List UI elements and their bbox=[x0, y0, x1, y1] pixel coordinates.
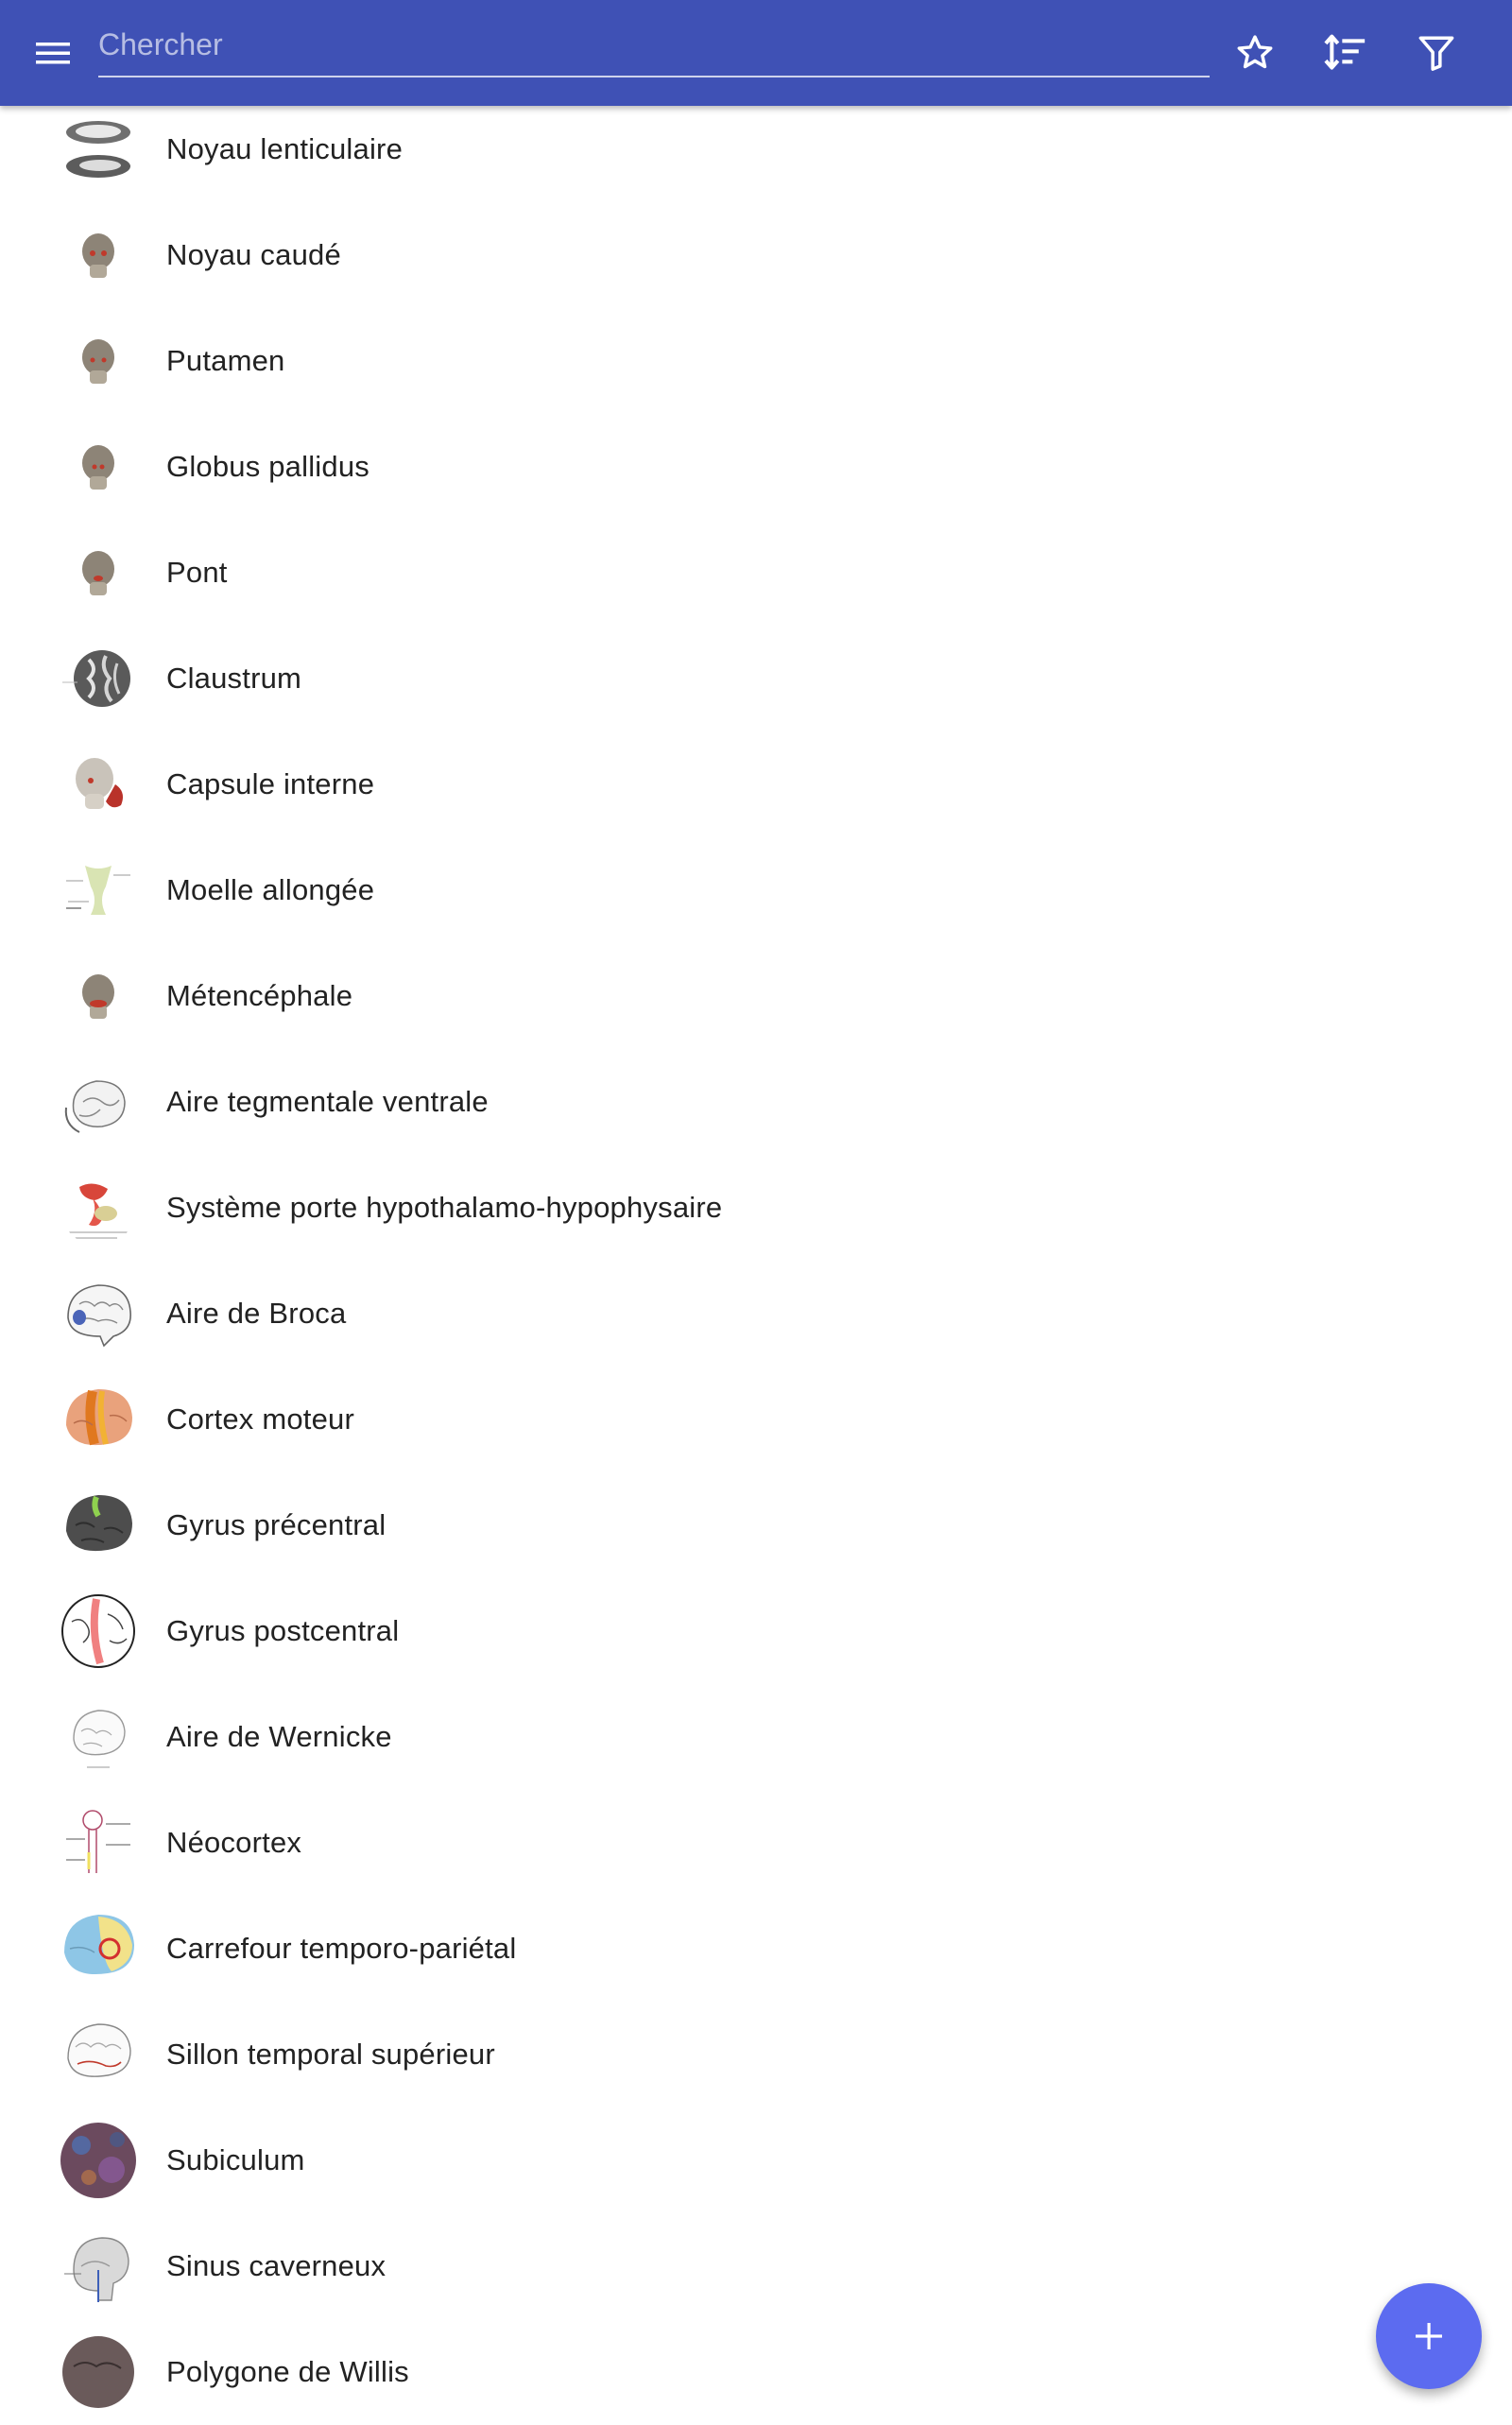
list-item[interactable] bbox=[0, 943, 1512, 1049]
list-item-label: Moelle allongée bbox=[166, 873, 375, 906]
list-item-label: Noyau lenticulaire bbox=[166, 132, 404, 165]
list-item-label: Sillon temporal supérieur bbox=[166, 2038, 495, 2071]
thumbnail bbox=[60, 217, 136, 293]
plus-icon bbox=[1410, 2317, 1448, 2355]
list-item[interactable] bbox=[0, 2319, 1512, 2425]
list-item-label: Putamen bbox=[166, 344, 285, 377]
list-item[interactable] bbox=[0, 308, 1512, 414]
thumbnail bbox=[60, 323, 136, 399]
star-outline-icon bbox=[1234, 32, 1276, 74]
menu-button[interactable] bbox=[23, 26, 83, 79]
list-item-label: Carrefour temporo-pariétal bbox=[166, 1932, 517, 1965]
menu-icon bbox=[34, 38, 72, 68]
thumbnail bbox=[60, 1276, 136, 1351]
list-item-label: Capsule interne bbox=[166, 767, 375, 800]
list-item-label: Gyrus précentral bbox=[166, 1508, 387, 1541]
list-item-label: Claustrum bbox=[166, 662, 302, 695]
list-item[interactable] bbox=[0, 626, 1512, 731]
list-item[interactable] bbox=[0, 1155, 1512, 1261]
app-bar bbox=[0, 0, 1512, 106]
favorites-button[interactable] bbox=[1221, 23, 1289, 83]
list-item-label: Aire de Broca bbox=[166, 1297, 347, 1330]
list-item[interactable] bbox=[0, 1367, 1512, 1472]
thumbnail bbox=[60, 2123, 136, 2198]
thumbnail bbox=[60, 2017, 136, 2092]
list-item-label: Subiculum bbox=[166, 2143, 305, 2176]
list-item[interactable] bbox=[0, 414, 1512, 520]
list-item-label: Système porte hypothalamo-hypophysaire bbox=[166, 1191, 723, 1224]
list-item-label: Cortex moteur bbox=[166, 1402, 354, 1436]
thumbnail bbox=[60, 1593, 136, 1669]
thumbnail bbox=[60, 535, 136, 611]
search-input[interactable] bbox=[98, 17, 1210, 72]
list-item[interactable] bbox=[0, 202, 1512, 308]
add-button[interactable] bbox=[1376, 2283, 1482, 2389]
thumbnail bbox=[60, 852, 136, 928]
list-item-label: Polygone de Willis bbox=[166, 2355, 409, 2388]
list-item[interactable] bbox=[0, 1049, 1512, 1155]
thumbnail bbox=[60, 1911, 136, 1986]
thumbnail bbox=[60, 2334, 136, 2410]
thumbnail bbox=[60, 958, 136, 1034]
sort-icon bbox=[1323, 32, 1368, 74]
list-item[interactable] bbox=[0, 1896, 1512, 2002]
list-item[interactable] bbox=[0, 520, 1512, 626]
list-item[interactable] bbox=[0, 2107, 1512, 2213]
list-item[interactable] bbox=[0, 2213, 1512, 2319]
list-item-label: Néocortex bbox=[166, 1826, 302, 1859]
thumbnail bbox=[60, 747, 136, 822]
thumbnail bbox=[60, 641, 136, 716]
search-field bbox=[98, 17, 1210, 77]
list-item-label: Métencéphale bbox=[166, 979, 353, 1012]
list-item-label: Pont bbox=[166, 556, 228, 589]
list-item[interactable] bbox=[0, 1684, 1512, 1790]
list-item-label: Sinus caverneux bbox=[166, 2249, 387, 2282]
thumbnail bbox=[60, 1382, 136, 1457]
filter-button[interactable] bbox=[1402, 23, 1470, 83]
thumbnail bbox=[60, 1805, 136, 1881]
thumbnail bbox=[60, 112, 136, 187]
list-item[interactable] bbox=[0, 731, 1512, 837]
list-item-label: Globus pallidus bbox=[166, 450, 369, 483]
filter-icon bbox=[1417, 32, 1456, 74]
list-item[interactable] bbox=[0, 1472, 1512, 1578]
list-item-label: Noyau caudé bbox=[166, 238, 341, 271]
thumbnail bbox=[60, 429, 136, 505]
list-item-label: Aire de Wernicke bbox=[166, 1720, 392, 1753]
list-item[interactable] bbox=[0, 96, 1512, 202]
list-item[interactable] bbox=[0, 1790, 1512, 1896]
thumbnail bbox=[60, 1699, 136, 1775]
list-item[interactable] bbox=[0, 837, 1512, 943]
thumbnail bbox=[60, 1170, 136, 1246]
list-item-label: Gyrus postcentral bbox=[166, 1614, 400, 1647]
structure-list bbox=[0, 96, 1512, 2425]
list-item[interactable] bbox=[0, 2002, 1512, 2107]
list-item[interactable] bbox=[0, 1578, 1512, 1684]
list-item-label: Aire tegmentale ventrale bbox=[166, 1085, 489, 1118]
thumbnail bbox=[60, 1064, 136, 1140]
thumbnail bbox=[60, 2228, 136, 2304]
list-item[interactable] bbox=[0, 1261, 1512, 1367]
sort-button[interactable] bbox=[1312, 23, 1380, 83]
thumbnail bbox=[60, 1488, 136, 1563]
